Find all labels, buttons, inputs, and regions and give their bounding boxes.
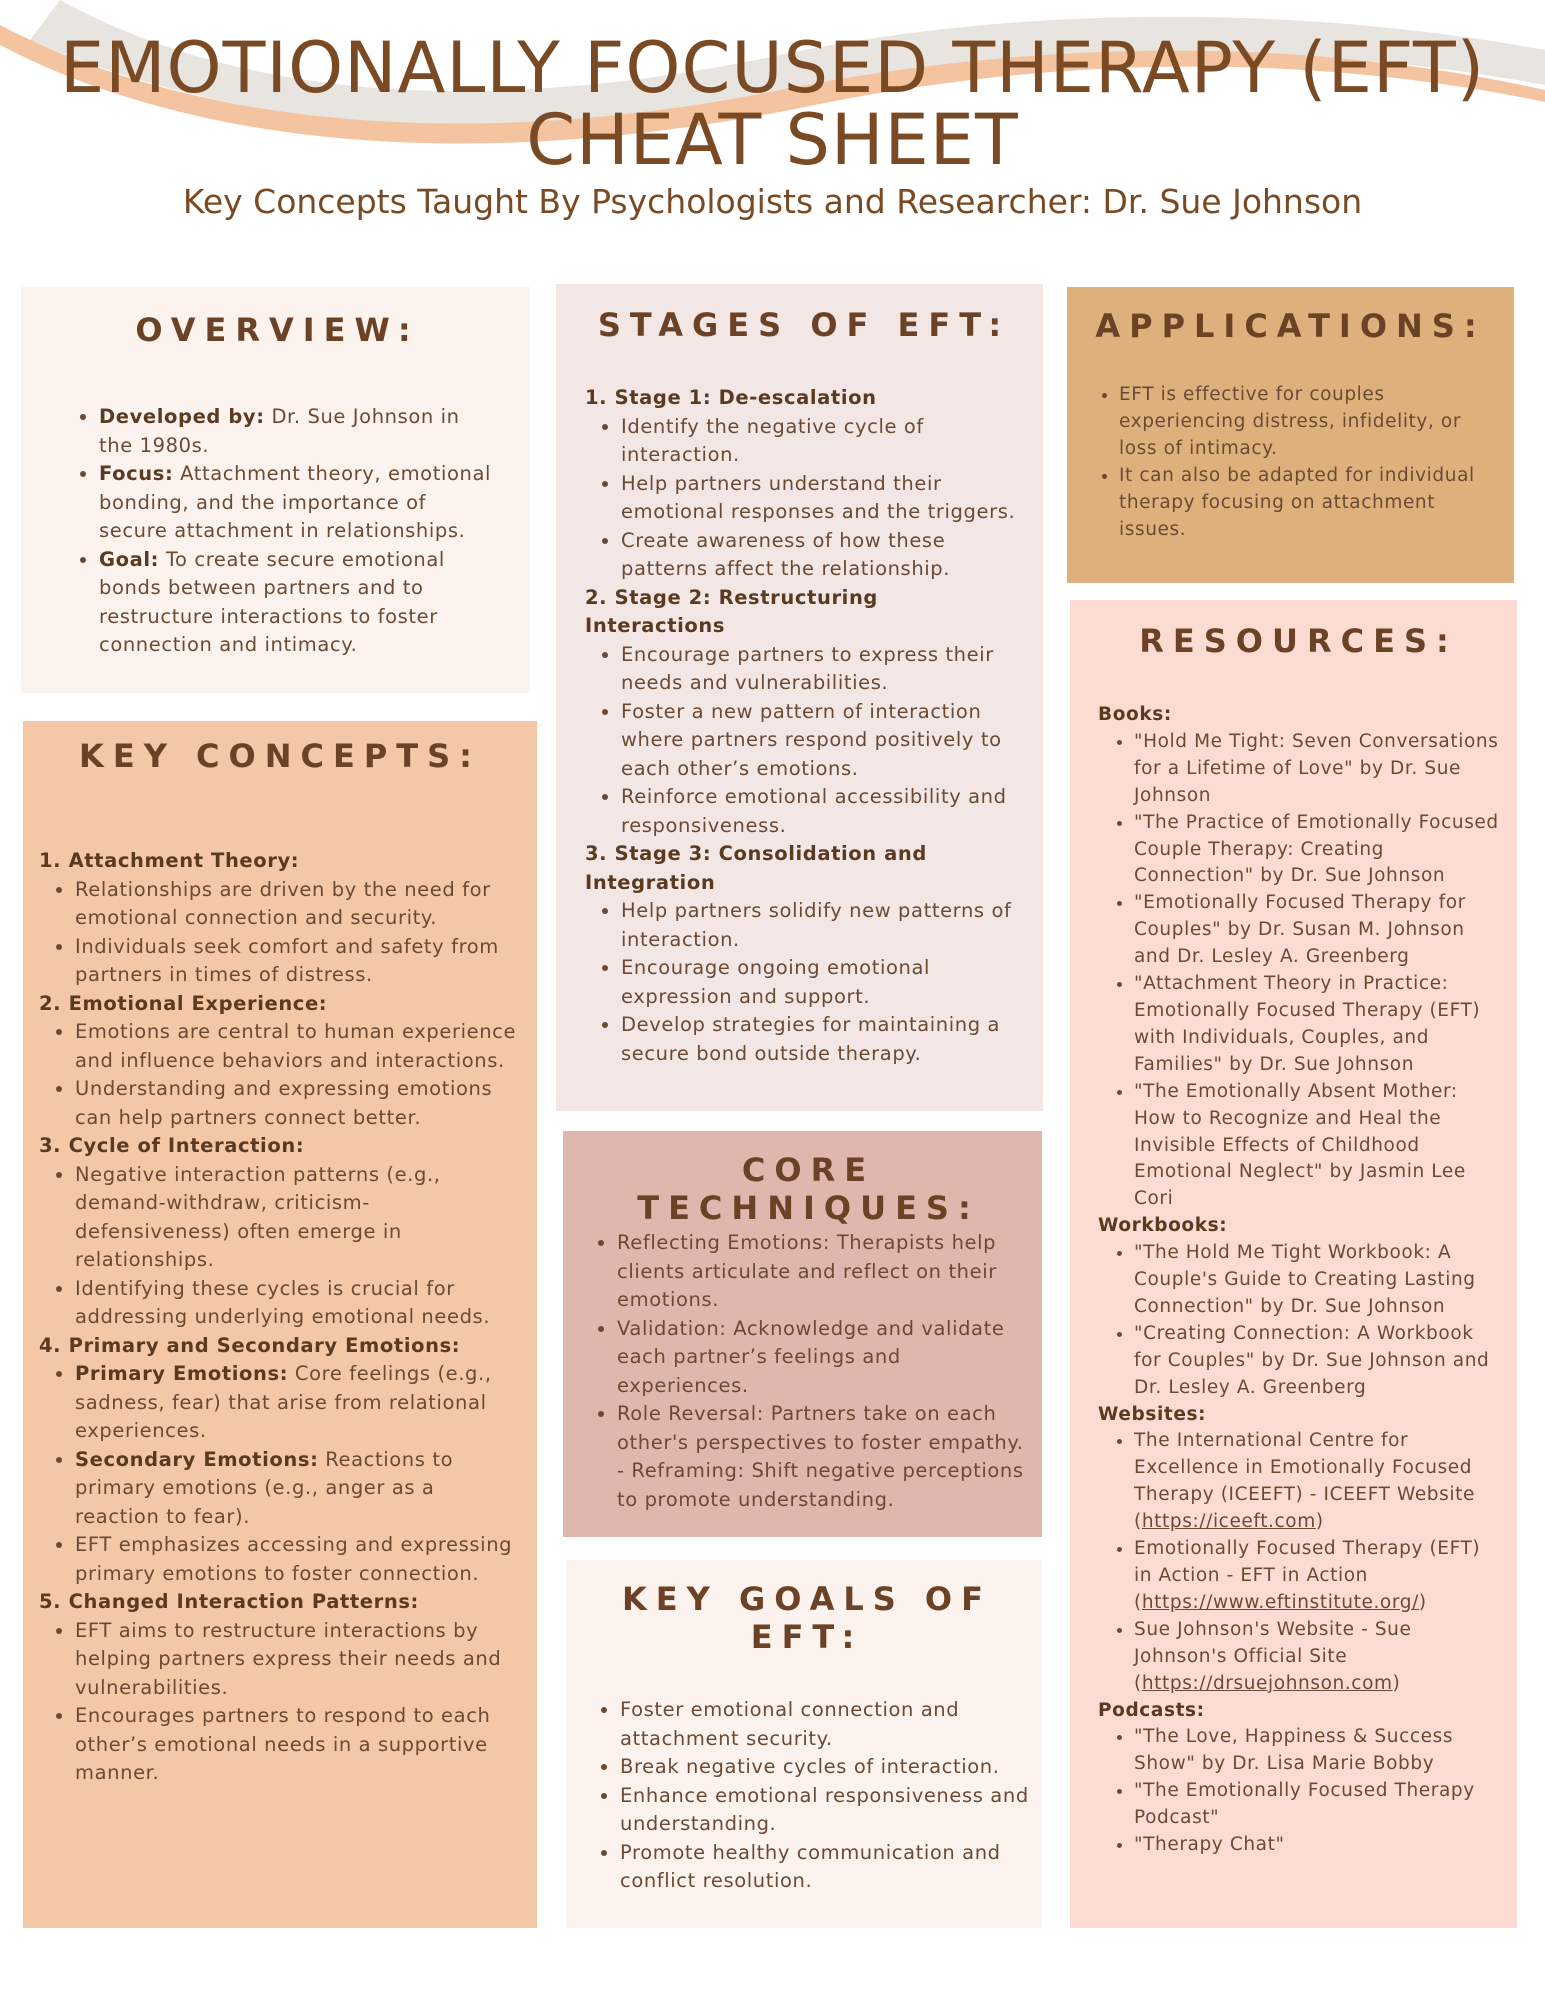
key-concepts-body bbox=[39, 847, 521, 1788]
overview-panel bbox=[21, 287, 530, 693]
overview-heading: OVERVIEW: bbox=[135, 311, 420, 349]
item-text: Emotionally Focused Therapy (EFT) in Action - EFT in Action ( bbox=[1134, 1538, 1481, 1613]
item-text: Encourage ongoing emotional expression and support. bbox=[621, 956, 931, 1008]
list-item bbox=[75, 1702, 521, 1788]
list-item bbox=[75, 1075, 521, 1132]
page-subtitle: Key Concepts Taught By Psychologists and Researcher: Dr. Sue Johnson bbox=[182, 182, 1363, 221]
section-title: Books: bbox=[1098, 704, 1172, 725]
item-text: Create awareness of how these patterns affect the relationship. bbox=[621, 528, 951, 580]
item-text-end: ) bbox=[1315, 1511, 1324, 1533]
item-text: Help partners solidify new patterns of interaction. bbox=[621, 899, 1012, 951]
item-text: Attachment theory, emotional bonding, and the importance of secure attachment in relationships. bbox=[99, 462, 492, 542]
item-text: "Attachment Theory in Practice: Emotionally Focused Therapy (EFT) with Individuals, Couples, and Families" by Dr. Sue Johnson bbox=[1134, 973, 1481, 1075]
item-text: Emotions are central to human experience and influence behaviors and interactions. bbox=[75, 1020, 517, 1072]
stages-panel bbox=[556, 284, 1043, 1111]
item-text: Sue Johnson's Website - Sue Johnson's Official Site ( bbox=[1134, 1618, 1412, 1694]
section-title: 2. Emotional Experience: bbox=[39, 991, 328, 1015]
item-text: Identifying these cycles is crucial for addressing underlying emotional needs. bbox=[75, 1276, 491, 1328]
list-item bbox=[1134, 729, 1499, 810]
item-text: Core feelings (e.g., sadness, fear) that arise from relational experiences. bbox=[75, 1362, 492, 1442]
list-item bbox=[99, 546, 492, 660]
item-text: Relationships are driven by the need for emotional connection and security. bbox=[75, 877, 491, 929]
list-item bbox=[621, 413, 1023, 470]
section-list bbox=[39, 1617, 521, 1788]
resources-panel bbox=[1070, 600, 1517, 1928]
section-list bbox=[585, 641, 1023, 841]
item-text: "Creating Connection: A Workbook for Couples" by Dr. Sue Johnson and Dr. Lesley A. Greenberg bbox=[1134, 1322, 1490, 1398]
list-item bbox=[1134, 1240, 1499, 1321]
list-item bbox=[75, 933, 521, 990]
item-text: EFT emphasizes accessing and expressing primary emotions to foster connection. bbox=[75, 1533, 513, 1585]
item-text: Reactions to primary emotions (e.g., anger as a reaction to fear). bbox=[75, 1447, 454, 1528]
overview-list bbox=[63, 403, 492, 660]
item-text: Help partners understand their emotional responses and the triggers. bbox=[621, 471, 1016, 523]
list-item bbox=[1134, 1724, 1499, 1778]
item-text: Reinforce emotional accessibility and responsiveness. bbox=[621, 785, 1007, 837]
item-label: Goal: bbox=[99, 547, 160, 571]
list-item bbox=[75, 1531, 521, 1588]
item-text: "Therapy Chat" bbox=[1134, 1834, 1285, 1856]
page-title: EMOTIONALLY FOCUSED THERAPY (EFT) CHEAT SHEET bbox=[59, 27, 1486, 181]
list-item: • Promote healthy communication and conflict resolution. bbox=[620, 1839, 1034, 1896]
item-text: "The Emotionally Absent Mother: How to Recognize and Heal the Invisible Effects of Childhood Emotional Neglect" by Jasmin Lee Cori bbox=[1134, 1080, 1466, 1210]
applications-panel bbox=[1067, 287, 1514, 583]
item-label: Secondary Emotions: bbox=[75, 1447, 319, 1471]
section-list bbox=[39, 1018, 521, 1132]
list-item bbox=[621, 698, 1023, 784]
list-item bbox=[1134, 1321, 1499, 1402]
stages-body bbox=[585, 384, 1023, 1068]
list-item bbox=[1134, 1079, 1499, 1214]
list-item bbox=[1134, 1536, 1499, 1617]
resources-heading: RESOURCES: bbox=[1139, 622, 1458, 660]
list-item bbox=[1134, 1617, 1499, 1698]
list-item: • Role Reversal: Partners take on each other's perspectives to foster empathy. - Reframing: Shift negative perceptions to promote understanding. bbox=[617, 1400, 1034, 1514]
section-title: 2. Stage 2: Restructuring Interactions bbox=[585, 585, 878, 637]
section-title: 3. Stage 3: Consolidation and Integration bbox=[585, 842, 927, 894]
list-item: • Break negative cycles of interaction. bbox=[620, 1753, 1034, 1782]
section-list bbox=[39, 1161, 521, 1332]
list-item bbox=[1134, 1832, 1499, 1859]
applications-list bbox=[1089, 381, 1492, 543]
list-item: • Reflecting Emotions: Therapists help clients articulate and reflect on their emotions. bbox=[617, 1229, 1034, 1315]
section-title: 1. Stage 1: De-escalation bbox=[585, 386, 877, 409]
list-item bbox=[75, 1360, 521, 1446]
list-item bbox=[75, 1275, 521, 1332]
list-item bbox=[1134, 1428, 1499, 1536]
website-link[interactable]: https://drsuejohnson.com bbox=[1141, 1672, 1393, 1694]
item-text: Individuals seek comfort and safety from partners in times of distress. bbox=[75, 934, 499, 986]
website-link[interactable]: https://iceeft.com bbox=[1141, 1511, 1316, 1533]
item-text-end: ) bbox=[1418, 1591, 1427, 1613]
item-text-end: ) bbox=[1392, 1672, 1401, 1694]
item-text: Dr. Sue Johnson in the 1980s. bbox=[99, 405, 460, 457]
item-text: Encourages partners to respond to each other’s emotional needs in a supportive manner. bbox=[75, 1704, 491, 1784]
section-title: Podcasts: bbox=[1098, 1699, 1205, 1721]
stages-heading: STAGES OF EFT: bbox=[597, 306, 1011, 344]
list-item bbox=[99, 403, 492, 460]
item-label: Focus: bbox=[99, 462, 174, 485]
section-list bbox=[39, 876, 521, 990]
key-goals-panel bbox=[566, 1560, 1042, 1928]
list-item bbox=[75, 1617, 521, 1703]
core-techniques-list bbox=[583, 1229, 1034, 1514]
section-list bbox=[1098, 1428, 1499, 1697]
list-item bbox=[1134, 971, 1499, 1079]
list-item bbox=[621, 641, 1023, 698]
item-text: The International Centre for Excellence in Emotionally Focused Therapy (ICEEFT) - ICEEFT Website ( bbox=[1134, 1430, 1475, 1533]
item-text: Negative interaction patterns (e.g., demand-withdraw, criticism-defensiveness) often emerge in relationships. bbox=[75, 1162, 441, 1271]
list-item: • Foster emotional connection and attachment security. bbox=[620, 1696, 1034, 1753]
key-concepts-heading: KEY CONCEPTS: bbox=[79, 737, 481, 775]
section-list bbox=[1098, 729, 1499, 1213]
list-item: • Validation: Acknowledge and validate each partner’s feelings and experiences. bbox=[617, 1315, 1034, 1401]
item-text: Encourage partners to express their needs and vulnerabilities. bbox=[621, 642, 994, 694]
list-item bbox=[1134, 810, 1499, 891]
list-item bbox=[1134, 1778, 1499, 1832]
item-text: "The Emotionally Focused Therapy Podcast" bbox=[1134, 1780, 1475, 1829]
section-title: Websites: bbox=[1098, 1403, 1207, 1425]
resources-body bbox=[1098, 702, 1499, 1859]
section-list bbox=[39, 1360, 521, 1588]
section-title: 5. Changed Interaction Patterns: bbox=[39, 1590, 419, 1613]
list-item bbox=[75, 1446, 521, 1532]
item-label: Developed by: bbox=[99, 405, 265, 428]
list-item bbox=[621, 783, 1023, 840]
list-item bbox=[621, 954, 1023, 1011]
section-title: Workbooks: bbox=[1098, 1215, 1228, 1237]
list-item bbox=[621, 527, 1023, 584]
item-text: "The Hold Me Tight Workbook: A Couple's Guide to Creating Lasting Connection" by Dr. Sue Johnson bbox=[1134, 1242, 1476, 1317]
section-list bbox=[1098, 1240, 1499, 1401]
item-text: "The Practice of Emotionally Focused Couple Therapy: Creating Connection" by Dr. Sue Johnson bbox=[1134, 811, 1499, 887]
list-item bbox=[99, 460, 492, 546]
list-item bbox=[75, 876, 521, 933]
list-item: • EFT is effective for couples experiencing distress, infidelity, or loss of intimacy. bbox=[1119, 381, 1492, 462]
key-goals-list bbox=[580, 1696, 1034, 1896]
section-title: 1. Attachment Theory: bbox=[39, 849, 300, 872]
item-text: "Hold Me Tight: Seven Conversations for a Lifetime of Love" by Dr. Sue Johnson bbox=[1134, 730, 1499, 806]
section-list bbox=[1098, 1724, 1499, 1859]
section-list bbox=[585, 413, 1023, 584]
item-text: Foster a new pattern of interaction where partners respond positively to each other’s emotions. bbox=[621, 699, 1002, 780]
list-item: • It can also be adapted for individual therapy focusing on attachment issues. bbox=[1119, 462, 1492, 543]
core-techniques-panel bbox=[563, 1131, 1042, 1537]
key-goals-heading: KEY GOALS OF EFT: bbox=[622, 1580, 992, 1656]
list-item: • Enhance emotional responsiveness and understanding. bbox=[620, 1782, 1034, 1839]
section-title: 4. Primary and Secondary Emotions: bbox=[39, 1333, 461, 1357]
section-list bbox=[585, 897, 1023, 1068]
section-title: 3. Cycle of Interaction: bbox=[39, 1134, 305, 1157]
list-item bbox=[1134, 890, 1499, 971]
core-techniques-heading: CORE TECHNIQUES: bbox=[637, 1151, 980, 1227]
item-text: "The Love, Happiness & Success Show" by Dr. Lisa Marie Bobby bbox=[1134, 1726, 1454, 1775]
applications-heading: APPLICATIONS: bbox=[1095, 307, 1486, 345]
list-item bbox=[621, 470, 1023, 527]
item-label: Primary Emotions: bbox=[75, 1362, 289, 1385]
list-item bbox=[75, 1018, 521, 1075]
item-text: "Emotionally Focused Therapy for Couples" by Dr. Susan M. Johnson and Dr. Lesley A. Greenberg bbox=[1134, 892, 1466, 968]
list-item bbox=[621, 1011, 1023, 1068]
item-text: Identify the negative cycle of interaction. bbox=[621, 414, 924, 466]
item-text: Develop strategies for maintaining a secure bond outside therapy. bbox=[621, 1013, 1001, 1065]
list-item bbox=[621, 897, 1023, 954]
website-link[interactable]: https://www.eftinstitute.org/ bbox=[1141, 1591, 1419, 1613]
item-text: EFT aims to restructure interactions by helping partners express their needs and vulnerabilities. bbox=[75, 1618, 502, 1699]
item-text: To create secure emotional bonds between partners and to restructure interactions to foster connection and intimacy. bbox=[99, 547, 445, 656]
item-text: Understanding and expressing emotions can help partners connect better. bbox=[75, 1077, 493, 1129]
list-item bbox=[75, 1161, 521, 1275]
key-concepts-panel bbox=[23, 721, 537, 1928]
